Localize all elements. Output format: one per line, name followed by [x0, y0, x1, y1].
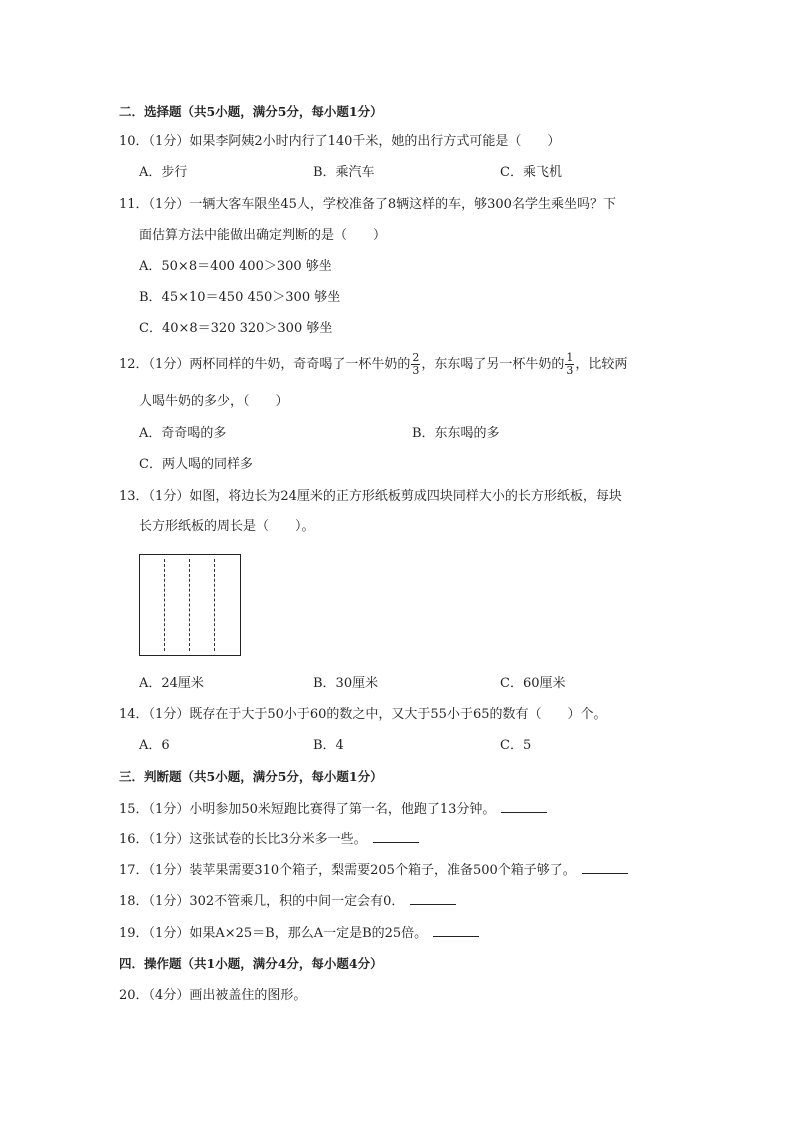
question-15: 15．（1分）小明参加50米短跑比赛得了第一名，他跑了13分钟。: [119, 800, 547, 819]
q12-text-3: ，比较两: [575, 357, 628, 372]
question-11: 11．（1分）一辆大客车限坐45人，学校准备了8辆这样的车，够300名学生乘坐吗？下: [119, 197, 616, 212]
question-18: 18．（1分）302不管乘几，积的中间一定会有0．: [119, 892, 456, 911]
answer-blank-15[interactable]: [501, 800, 547, 813]
question-11-cont: 面估算方法中能做出确定判断的是（ ）: [139, 228, 387, 243]
answer-blank-19[interactable]: [433, 924, 479, 937]
cut-line-3: [214, 559, 215, 651]
cut-line-2: [189, 559, 190, 651]
question-12: [119, 350, 627, 380]
question-20: 20．（4分）画出被盖住的图形。: [119, 988, 307, 1003]
q14-option-a[interactable]: A．6: [139, 738, 170, 753]
q10-option-a[interactable]: A．步行: [139, 165, 188, 180]
q11-option-b[interactable]: B．45×10＝450 450＞300 够坐: [139, 290, 341, 305]
question-12-cont: 人喝牛奶的多少，（ ）: [139, 394, 289, 409]
square-cardboard-figure: [139, 554, 241, 656]
answer-blank-16[interactable]: [373, 830, 419, 843]
q11-option-a[interactable]: A．50×8＝400 400＞300 够坐: [139, 259, 332, 274]
q13-option-b[interactable]: B．30厘米: [313, 676, 379, 691]
question-14: 14．（1分）既存在于大于50小于60的数之中，又大于55小于65的数有（ ）个。: [119, 707, 607, 722]
section-3-heading: 三．判断题（共5小题，满分5分，每小题1分）: [119, 769, 383, 784]
answer-blank-17[interactable]: [582, 861, 628, 874]
question-13-cont: 长方形纸板的周长是（ ）。: [139, 519, 315, 534]
q13-option-a[interactable]: A．24厘米: [139, 676, 204, 691]
q10-option-b[interactable]: B．乘汽车: [313, 165, 375, 180]
q11-option-c[interactable]: C．40×8＝320 320＞300 够坐: [139, 321, 333, 336]
fraction-two-thirds: $\frac{2}{3}$: [412, 351, 420, 377]
q13-option-c[interactable]: C．60厘米: [500, 676, 566, 691]
section-4-heading: 四．操作题（共1小题，满分4分，每小题4分）: [119, 956, 383, 971]
q12-text-1: 12．（1分）两杯同样的牛奶，奇奇喝了一杯牛奶的: [119, 357, 411, 372]
q12-option-b[interactable]: B．东东喝的多: [412, 426, 500, 441]
fraction-one-third: $\frac{1}{3}$: [566, 351, 574, 377]
q14-option-c[interactable]: C．5: [500, 738, 532, 753]
q12-text-2: ，东东喝了另一杯牛奶的: [421, 357, 565, 372]
q14-option-b[interactable]: B．4: [313, 738, 344, 753]
section-2-heading: 二．选择题（共5小题，满分5分，每小题1分）: [119, 104, 383, 119]
q10-option-c[interactable]: C．乘飞机: [500, 165, 562, 180]
question-17: 17．（1分）装苹果需要310个箱子，梨需要205个箱子，准备500个箱子够了。: [119, 861, 628, 880]
q12-option-a[interactable]: A．奇奇喝的多: [139, 426, 227, 441]
cut-line-1: [164, 559, 165, 651]
answer-blank-18[interactable]: [410, 892, 456, 905]
q12-option-c[interactable]: C．两人喝的同样多: [139, 457, 253, 472]
question-13: 13．（1分）如图，将边长为24厘米的正方形纸板剪成四块同样大小的长方形纸板，每块: [119, 489, 622, 504]
question-16: 16．（1分）这张试卷的长比3分米多一些。: [119, 830, 419, 849]
question-19: 19．（1分）如果A×25＝B，那么A一定是B的25倍。: [119, 924, 479, 943]
question-10: 10．（1分）如果李阿姨2小时内行了140千米，她的出行方式可能是（ ）: [119, 134, 561, 149]
